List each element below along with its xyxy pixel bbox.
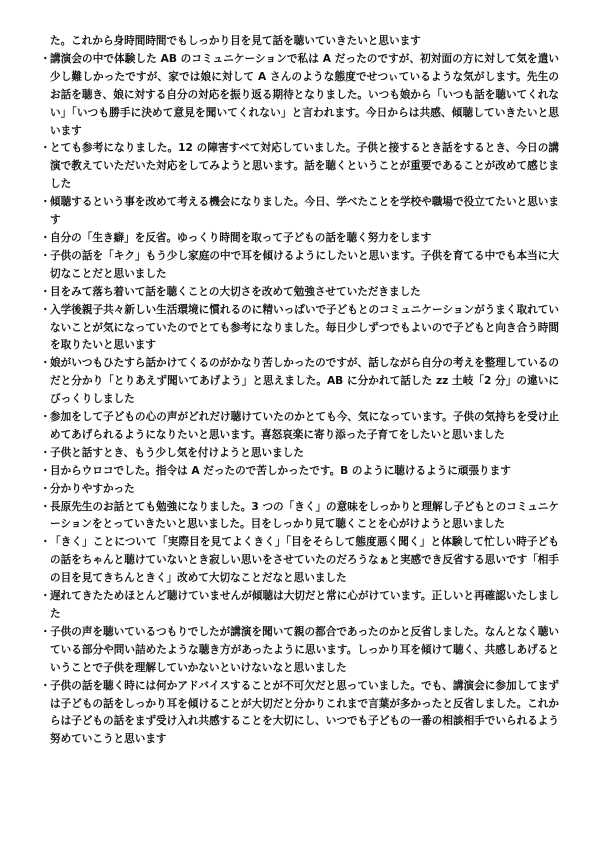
comment-item [38, 302, 559, 356]
continuation-line: た。これから身時間時間でもしっかり目を見て話を聴いていきたいと思います [50, 35, 421, 47]
comment-item [38, 534, 559, 588]
comment-text: 目をみて落ち着いて話を聴くことの大切さを改めて勉強させていただきました [50, 285, 421, 298]
bullet-marker: ・ [40, 231, 51, 244]
comment-item [38, 445, 559, 463]
comment-text: 子供と話すとき、もう少し気を付けようと思いました [50, 446, 304, 459]
comment-item [38, 230, 559, 248]
comment-item [38, 194, 559, 230]
bullet-marker: ・ [40, 411, 51, 424]
comment-text: とても参考になりました。12 の障害すべて対応していました。子供と接するとき話をするとき、今日の講演で教えていただいた対応をしてみようと思います。話を聴くということが重要であることが改めて感じました [50, 142, 559, 191]
comment-item [38, 51, 559, 141]
comment-item [38, 499, 559, 535]
bullet-marker: ・ [40, 142, 51, 155]
comment-text: 「きく」ことについて「実際目を見てよくきく」「目をそらして態度悪く聞く」と体験して忙しい時子どもの話をちゃんと聴けていないとき寂しい思いをさせていたのだろうなぁと実感でき反省する思いです「相手の目を見てきちんときく」改めて大切なことだなと思いました [50, 536, 559, 585]
bullet-marker: ・ [40, 196, 51, 209]
comment-item [38, 624, 559, 678]
comment-text: 子供の話を「キク」もう少し家庭の中で耳を傾けるようにしたいと思います。子供を育てる中でも本当に大切なことだと思いました [50, 249, 559, 280]
bullet-marker: ・ [40, 590, 51, 603]
bullet-marker: ・ [40, 249, 51, 262]
comment-text: 参加をして子どもの心の声がどれだけ聴けていたのかとても今、気になっています。子供の気持ちを受け止めてあげられるようになりたいと思います。喜怒哀楽に寄り添った子育てをしたいと思いました [50, 411, 559, 441]
bullet-marker: ・ [40, 303, 51, 316]
comment-text: 自分の「生き癖」を反省。ゆっくり時間を取って子どもの話を聴く努力をします [50, 231, 432, 244]
comment-item [38, 588, 559, 624]
comment-item [38, 481, 559, 499]
comment-item [38, 678, 559, 750]
comment-text: 遅れてきたためほとんど聴けていませんが傾聴は大切だと常に心がけています。正しいと再確認いたしました [50, 590, 559, 620]
comment-text: 子供の話を聴く時には何かアドバイスすることが不可欠だと思っていました。でも、講演会に参加してまずは子どもの話をしっかり耳を傾けることが大切だと分かりこれまで言葉が多かったと反省しました。これからは子どもの話をまず受け入れ共感することを大切にし、いつでも子どもの一番の相談相手でいられるよう努めていこうと思います [50, 679, 559, 746]
comment-text: 傾聴するという事を改めて考える機会になりました。今日、学べたことを学校や職場で役立てたいと思います [50, 196, 559, 227]
comment-text: 講演会の中で体験した AB のコミュニケーションで私は A だったのですが、初対面の方に対して気を遣い少し難しかったですが、家では娘に対して A さんのような態度でせつぃているような気がします。先生のお話を聴き、娘に対する自分の対応を振り返る期待となりました。いつも娘から「いつも話を聴いてくれない」「いつも勝手に決めて意見を聞いてくれない」と言われます。今日からは共感、傾聴していきたいと思います [50, 52, 559, 137]
bullet-marker: ・ [40, 357, 51, 370]
bullet-marker: ・ [40, 679, 51, 692]
bullet-marker: ・ [40, 536, 51, 549]
comment-text: 娘がいつもひたすら話かけてくるのがかなり苦しかったのですが、話しながら自分の考えを整理しているのだと分かり「とりあえず聞いてあげよう」と思えました。AB に分かれて話した zz 土岐「2 分」の違いにびっくりしました [50, 357, 559, 406]
comment-text: 目からウロコでした。指令は A だったので苦しかったです。B のように聴けるように頑張ります [50, 464, 511, 477]
comment-text: 子供の声を聴いているつもりでしたが講演を聞いて親の都合であったのかと反省しました。なんとなく聴いている部分や問い詰めたような聴き方があったように思います。しっかり耳を傾けて聴く、共感しあげるということで子供を理解していかないといけないなと思いました [50, 625, 559, 674]
comment-item [38, 248, 559, 284]
comment-item [38, 355, 559, 409]
bullet-marker: ・ [40, 482, 51, 495]
comment-text: 長原先生のお話とても勉強になりました。3 つの「きく」の意味をしっかりと理解し子どもとのコミュニケーションをとっていきたいと思いました。目をしっかり見て聴くことを心がけようと思いました [50, 500, 559, 531]
bullet-marker: ・ [40, 52, 51, 65]
comment-list [38, 51, 559, 749]
bullet-marker: ・ [40, 285, 51, 298]
comment-item [38, 284, 559, 302]
bullet-marker: ・ [40, 446, 51, 459]
comment-text: 入学後親子共々新しい生活環境に慣れるのに精いっぱいで子どもとのコミュニケーションがうまく取れていないことが気になっていたのでとても参考になりました。毎日少しずつでもよいので子どもと向き合う時間を取りたいと思います [50, 303, 559, 352]
comment-item [38, 140, 559, 194]
comment-item [38, 409, 559, 445]
bullet-marker: ・ [40, 464, 51, 477]
comment-text: 分かりやすかった [50, 482, 135, 495]
bullet-marker: ・ [40, 625, 51, 638]
bullet-marker: ・ [40, 500, 51, 513]
comment-item [38, 463, 559, 481]
